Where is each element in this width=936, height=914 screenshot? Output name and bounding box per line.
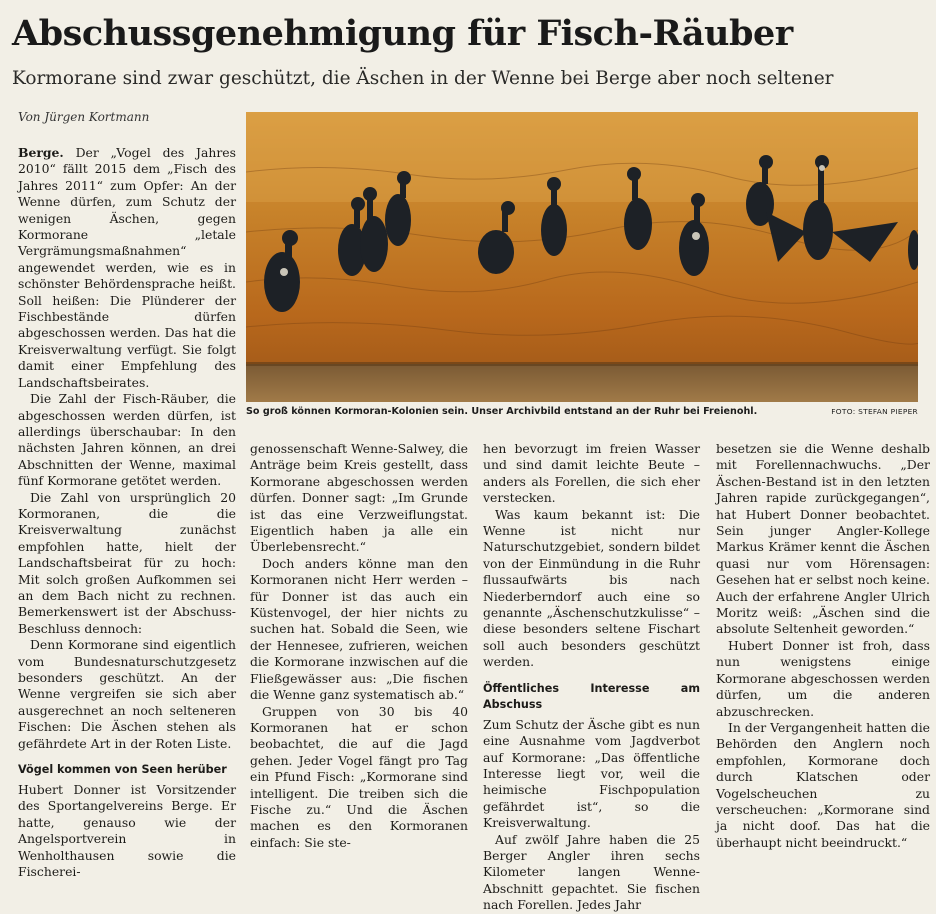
- photo-caption: [246, 406, 918, 417]
- article-byline: Von Jürgen Kortmann: [18, 110, 150, 124]
- paragraph: hen bevorzugt im freien Wasser und sind damit leichte Beute – anders als Forellen, die sich eher verstecken.: [483, 441, 700, 506]
- paragraph: Hubert Donner ist froh, dass nun wenigstens einige Kormorane abgeschossen werden dürfen, um die anderen abzuschrecken.: [716, 637, 930, 719]
- paragraph: Was kaum bekannt ist: Die Wenne ist nicht nur Naturschutzgebiet, sondern bildet von der Einmündung in die Ruhr flussaufwärts bis nach Niederberndorf auch eine so genannte „Äschenschutzkulisse“ – diese besonders seltene Fischart soll auch besonders geschützt werden.: [483, 506, 700, 670]
- text-column-2: [250, 441, 468, 851]
- paragraph: Die Zahl von ursprünglich 20 Kormoranen, die die Kreisverwaltung zunächst empfohlen hatte, hielt der Landschaftsbeirat für zu hoch: Mit solch großen Aufkommen sei an dem Bach nicht zu rechnen. Bemerkenswert ist der Abschuss-Beschluss dennoch:: [18, 489, 236, 636]
- text-column-4: [716, 441, 930, 851]
- section-heading: Öffentliches Interesse am Abschuss: [483, 681, 700, 711]
- photo-image: [246, 112, 918, 402]
- section-heading: Vögel kommen von Seen herüber: [18, 763, 227, 777]
- article-subheadline: Kormorane sind zwar geschützt, die Äschen in der Wenne bei Berge aber noch seltener: [12, 68, 834, 89]
- dateline: Berge.: [18, 145, 64, 160]
- paragraph: genossenschaft Wenne-Salwey, die Anträge beim Kreis gestellt, dass Kormorane abgeschossen werden dürfen. Donner sagt: „Im Grunde ist das eine Verzweiflungstat. Eigentlich haben ja alle ein Überlebensrecht.“: [250, 441, 468, 555]
- paragraph-text: Der „Vogel des Jahres 2010“ fällt 2015 dem „Fisch des Jahres 2011“ zum Opfer: An der Wenne dürfen, zum Schutz der wenigen Äschen, gegen Kormorane „letale Vergrämungsmaßnahmen“ angewendet werden, wie es in schönster Behördensprache heißt. Soll heißen: Die Plünderer der Fischbestände dürfen abgeschossen werden. Das hat die Kreisverwaltung verfügt. Sie folgt damit einer Empfehlung des Landschaftsbeirates.: [18, 145, 236, 390]
- paragraph: Denn Kormorane sind eigentlich vom Bundesnaturschutzgesetz besonders geschützt. An der Wenne vergreifen sie sich aber ausgerechnet an noch selteneren Fischen: Die Äschen stehen als gefährdete Art in der Roten Liste.: [18, 637, 236, 751]
- paragraph: Doch anders könne man den Kormoranen nicht Herr werden – für Donner ist das auch ein Küstenvogel, der hier nichts zu suchen hat. Sobald die Seen, wie der Hennesee, zufrieren, weichen die Kormorane inzwischen auf die Fließgewässer aus: „Die fischen die Wenne ganz systematisch ab.“: [250, 555, 468, 703]
- article-headline: Abschussgenehmigung für Fisch-Räuber: [12, 13, 793, 54]
- paragraph: Die Zahl der Fisch-Räuber, die abgeschossen werden dürfen, ist allerdings überschaubar: In den nächsten Jahren können, an drei Abschnitten der Wenne, maximal fünf Kormorane getötet werden.: [18, 391, 236, 489]
- photo-credit: FOTO: STEFAN PIEPER: [831, 407, 918, 416]
- paragraph: besetzen sie die Wenne deshalb mit Forellennachwuchs. „Der Äschen-Bestand ist in den letzten Jahren rapide zurückgegangen“, hat Hubert Donner beobachtet. Sein junger Angler-Kollege Markus Krämer kennt die Äschen quasi nur vom Hörensagen: Gesehen hat er selbst noch keine. Auch der erfahrene Angler Ulrich Moritz weiß: „Äschen sind die absolute Seltenheit geworden.“: [716, 441, 930, 637]
- paragraph: [18, 145, 236, 391]
- paragraph: Hubert Donner ist Vorsitzender des Sportangelvereins Berge. Er hatte, genauso wie der Angelsportverein in Wenholthausen sowie die Fischerei-: [18, 782, 236, 880]
- paragraph: Auf zwölf Jahre haben die 25 Berger Angler ihren sechs Kilometer langen Wenne-Abschnitt gepachtet. Sie fischen nach Forellen. Jedes Jahr: [483, 831, 700, 913]
- caption-text: So groß können Kormoran-Kolonien sein. Unser Archivbild entstand an der Ruhr bei Freienohl.: [246, 406, 758, 417]
- paragraph: Gruppen von 30 bis 40 Kormoranen hat er schon beobachtet, die auf die Jagd gehen. Jeder Vogel fängt pro Tag ein Pfund Fisch: „Kormorane sind intelligent. Die treiben sich die Fische zu.“ Und die Äschen machen es den Kormoranen einfach: Sie ste-: [250, 703, 468, 850]
- paragraph: In der Vergangenheit hatten die Behörden den Anglern noch empfohlen, Kormorane doch durch Klatschen oder Vogelscheuchen zu verscheuchen: „Kormorane sind ja nicht doof. Das hat die überhaupt nicht beeindruckt.“: [716, 719, 930, 850]
- cormorant-photo: [246, 112, 918, 402]
- paragraph: Zum Schutz der Äsche gibt es nun eine Ausnahme vom Jagdverbot auf Kormorane: „Das öffentliche Interesse liegt vor, weil die heimische Fischpopulation gefährdet ist“, so die Kreisverwaltung.: [483, 716, 700, 831]
- text-column-3: [483, 441, 700, 914]
- text-column-1: [18, 145, 236, 880]
